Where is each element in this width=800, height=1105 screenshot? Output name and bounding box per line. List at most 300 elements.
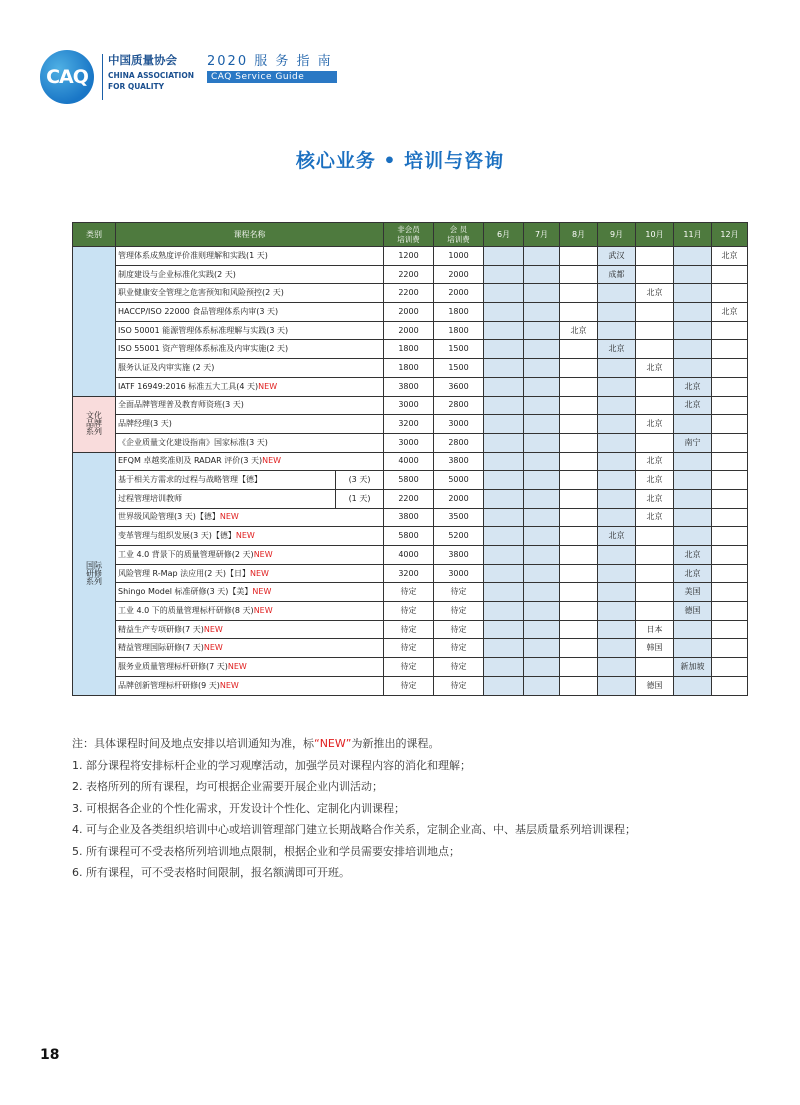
category-label: 研修 (86, 568, 102, 578)
course-name: 世界级风险管理(3 天)【德】 (118, 512, 220, 522)
month-location (560, 247, 598, 266)
month-location (524, 564, 560, 583)
month-location (484, 471, 524, 490)
org-name-en-line1: CHINA ASSOCIATION (108, 71, 194, 80)
member-fee: 待定 (434, 602, 484, 621)
header-month: 6月 (484, 223, 524, 247)
nonmember-fee: 3000 (384, 433, 434, 452)
table-row (73, 433, 748, 452)
month-location (560, 303, 598, 322)
course-name-cell (116, 247, 384, 266)
month-location (598, 489, 636, 508)
month-location (560, 676, 598, 695)
table-row (73, 471, 748, 490)
course-name: 服务业质量管理标杆研修(7 天) (118, 661, 228, 671)
table-row (73, 452, 748, 471)
course-name: 职业健康安全管理之危害预知和风险预控(2 天) (118, 288, 284, 298)
month-location (560, 433, 598, 452)
month-location (712, 321, 748, 340)
month-location (636, 433, 674, 452)
member-fee: 1800 (434, 321, 484, 340)
month-location (484, 303, 524, 322)
month-location (636, 303, 674, 322)
month-location (598, 620, 636, 639)
table-row (73, 359, 748, 378)
note-item: 4. 可与企业及各类组织培训中心或培训管理部门建立长期战略合作关系，定制企业高、中、基层质量系列培训课程； (72, 823, 636, 836)
month-location: 北京 (636, 284, 674, 303)
month-location (674, 415, 712, 434)
month-location (598, 396, 636, 415)
note-item: 5. 所有课程可不受表格所列培训地点限制，根据企业和学员需要安排培训地点； (72, 844, 460, 858)
month-location (712, 546, 748, 565)
note-item: 1. 部分课程将安排标杆企业的学习观摩活动，加强学员对课程内容的消化和理解； (72, 758, 471, 772)
nonmember-fee: 3200 (384, 415, 434, 434)
new-badge: NEW (203, 643, 223, 653)
month-location: 韩国 (636, 639, 674, 658)
month-location (524, 508, 560, 527)
category-label: 国际 (86, 560, 102, 570)
nonmember-fee: 待定 (384, 639, 434, 658)
new-badge: NEW (219, 680, 239, 690)
month-location: 德国 (636, 676, 674, 695)
month-location (712, 658, 748, 677)
member-fee: 2000 (434, 284, 484, 303)
category-cell-culture (73, 396, 116, 452)
table-row (73, 265, 748, 284)
nonmember-fee: 3800 (384, 377, 434, 396)
nonmember-fee: 3800 (384, 508, 434, 527)
table-row (73, 321, 748, 340)
member-fee: 3600 (434, 377, 484, 396)
month-location (598, 433, 636, 452)
nonmember-fee: 2200 (384, 265, 434, 284)
month-location (524, 546, 560, 565)
month-location (484, 359, 524, 378)
course-name: ISO 50001 能源管理体系标准理解与实践(3 天) (118, 325, 289, 335)
table-row (73, 527, 748, 546)
month-location (484, 583, 524, 602)
month-location: 北京 (712, 247, 748, 266)
month-location (598, 452, 636, 471)
course-name-cell (116, 284, 384, 303)
nonmember-fee: 3000 (384, 396, 434, 415)
header-nonmember-fee: 非会员 培训费 (384, 223, 434, 247)
month-location (524, 639, 560, 658)
course-name-cell (116, 583, 384, 602)
month-location (636, 527, 674, 546)
month-location (524, 583, 560, 602)
note-item: 6. 所有课程，可不受表格时间限制，报名额满即可开班。 (72, 866, 350, 879)
month-location (598, 639, 636, 658)
month-location: 北京 (674, 546, 712, 565)
month-location: 北京 (636, 359, 674, 378)
month-location: 北京 (712, 303, 748, 322)
table-row (73, 546, 748, 565)
header-month: 8月 (560, 223, 598, 247)
month-location (484, 247, 524, 266)
month-location: 南宁 (674, 433, 712, 452)
month-location: 北京 (636, 471, 674, 490)
month-location (712, 284, 748, 303)
month-location (636, 321, 674, 340)
course-name-cell (116, 303, 384, 322)
month-location (598, 359, 636, 378)
month-location (598, 546, 636, 565)
course-name-cell (116, 658, 384, 677)
month-location (674, 489, 712, 508)
month-location (524, 284, 560, 303)
course-name: 精益生产专项研修(7 天) (118, 624, 204, 634)
month-location: 北京 (598, 340, 636, 359)
month-location: 北京 (636, 489, 674, 508)
month-location: 武汉 (598, 247, 636, 266)
month-location (674, 284, 712, 303)
new-label: “NEW” (314, 737, 352, 750)
month-location (524, 415, 560, 434)
month-location (524, 471, 560, 490)
month-location (484, 321, 524, 340)
course-name-cell (116, 639, 384, 658)
table-row (73, 676, 748, 695)
course-name-cell (116, 546, 384, 565)
month-location (712, 564, 748, 583)
month-location (712, 471, 748, 490)
month-location (560, 415, 598, 434)
service-guide-title (207, 50, 337, 83)
header-category: 类别 (73, 223, 116, 247)
member-fee: 3000 (434, 564, 484, 583)
month-location (598, 284, 636, 303)
month-location (712, 452, 748, 471)
month-location (712, 340, 748, 359)
header-member-fee: 会 员 培训费 (434, 223, 484, 247)
course-name: 工业 4.0 背景下的质量管理研修(2 天) (118, 549, 254, 559)
course-name: 风险管理 R-Map 法应用(2 天)【日】 (118, 568, 250, 578)
month-location (712, 396, 748, 415)
course-name: 工业 4.0 下的质量管理标杆研修(8 天) (118, 605, 254, 615)
month-location (636, 377, 674, 396)
course-name-cell (116, 602, 384, 621)
month-location (524, 265, 560, 284)
member-fee: 1800 (434, 303, 484, 322)
month-location (524, 452, 560, 471)
guide-title: 2020 服 务 指 南 (207, 54, 333, 69)
month-location (712, 620, 748, 639)
table-row (73, 583, 748, 602)
month-location (636, 602, 674, 621)
table-row (73, 602, 748, 621)
new-badge: NEW (235, 531, 255, 541)
course-name: 制度建设与企业标准化实践(2 天) (118, 269, 236, 279)
month-location (674, 359, 712, 378)
member-fee: 5000 (434, 471, 484, 490)
member-fee: 3000 (434, 415, 484, 434)
course-duration: (3 天) (336, 471, 384, 490)
course-name: 全面品牌管理普及教育师资班(3 天) (118, 400, 244, 410)
nonmember-fee: 待定 (384, 602, 434, 621)
header-month: 9月 (598, 223, 636, 247)
header-month: 7月 (524, 223, 560, 247)
category-label: 系列 (86, 427, 102, 437)
note-item: 2. 表格所列的所有课程，均可根据企业需要开展企业内训活动； (72, 780, 383, 793)
month-location (560, 452, 598, 471)
course-name: 管理体系成熟度评价准则理解和实践(1 天) (118, 250, 268, 260)
month-location (484, 620, 524, 639)
header-month: 12月 (712, 223, 748, 247)
course-name: 《企业质量文化建设指南》国家标准(3 天) (118, 437, 268, 447)
course-name-cell (116, 396, 384, 415)
category-label: 系列 (86, 576, 102, 586)
month-location (560, 658, 598, 677)
course-name-cell (116, 265, 384, 284)
month-location (484, 639, 524, 658)
member-fee: 3800 (434, 546, 484, 565)
month-location (524, 433, 560, 452)
month-location (524, 658, 560, 677)
nonmember-fee: 2000 (384, 321, 434, 340)
month-location (598, 583, 636, 602)
month-location (674, 265, 712, 284)
month-location (712, 377, 748, 396)
month-location: 北京 (636, 508, 674, 527)
month-location (560, 489, 598, 508)
table-row (73, 340, 748, 359)
course-name: 过程管理培训教师 (118, 493, 182, 503)
nonmember-fee: 2200 (384, 284, 434, 303)
month-location (674, 639, 712, 658)
month-location (598, 676, 636, 695)
month-location: 北京 (636, 452, 674, 471)
month-location (524, 602, 560, 621)
month-location (712, 433, 748, 452)
month-location (712, 602, 748, 621)
table-row (73, 377, 748, 396)
new-badge: NEW (219, 512, 239, 522)
month-location (560, 377, 598, 396)
table-row (73, 396, 748, 415)
month-location (484, 676, 524, 695)
new-badge: NEW (203, 624, 223, 634)
org-name-cn: 中国质量协会 (108, 53, 177, 67)
month-location (636, 583, 674, 602)
member-fee: 待定 (434, 676, 484, 695)
course-duration: (1 天) (336, 489, 384, 508)
month-location (674, 471, 712, 490)
month-location (560, 265, 598, 284)
month-location (484, 508, 524, 527)
month-location (484, 489, 524, 508)
month-location: 北京 (636, 415, 674, 434)
category-label: 文化 (86, 411, 102, 421)
month-location (484, 377, 524, 396)
month-location (560, 620, 598, 639)
caq-logo (40, 50, 194, 106)
course-name-cell (116, 415, 384, 434)
notes-section (72, 733, 772, 884)
month-location: 日本 (636, 620, 674, 639)
month-location (524, 359, 560, 378)
month-location (560, 546, 598, 565)
month-location (560, 284, 598, 303)
member-fee: 1500 (434, 340, 484, 359)
table-row (73, 639, 748, 658)
month-location (712, 359, 748, 378)
month-location (712, 583, 748, 602)
new-badge: NEW (258, 381, 278, 391)
course-name-cell (116, 359, 384, 378)
course-name-cell (116, 489, 336, 508)
nonmember-fee: 4000 (384, 546, 434, 565)
notes-intro: 注：具体课程时间及地点安排以培训通知为准，标“NEW”为新推出的课程。 (72, 737, 440, 750)
month-location (560, 583, 598, 602)
table-row (73, 658, 748, 677)
nonmember-fee: 1800 (384, 340, 434, 359)
month-location (524, 676, 560, 695)
member-fee: 2000 (434, 265, 484, 284)
month-location (524, 489, 560, 508)
member-fee: 待定 (434, 639, 484, 658)
month-location (484, 396, 524, 415)
month-location (636, 546, 674, 565)
month-location: 成都 (598, 265, 636, 284)
month-location (598, 415, 636, 434)
nonmember-fee: 5800 (384, 471, 434, 490)
month-location (484, 415, 524, 434)
nonmember-fee: 待定 (384, 583, 434, 602)
member-fee: 待定 (434, 620, 484, 639)
month-location (484, 564, 524, 583)
month-location (598, 564, 636, 583)
month-location (636, 340, 674, 359)
table-header-row (73, 223, 748, 247)
month-location (484, 602, 524, 621)
month-location (674, 620, 712, 639)
new-badge: NEW (253, 549, 273, 559)
new-badge: NEW (252, 587, 272, 597)
month-location (484, 658, 524, 677)
month-location (636, 658, 674, 677)
course-name-cell (116, 321, 384, 340)
course-name: 品牌经理(3 天) (118, 419, 172, 429)
month-location (598, 303, 636, 322)
table-row (73, 489, 748, 508)
nonmember-fee: 5800 (384, 527, 434, 546)
month-location (674, 247, 712, 266)
course-name-cell (116, 527, 384, 546)
month-location (674, 527, 712, 546)
course-name: IATF 16949:2016 标准五大工具(4 天) (118, 381, 259, 391)
caq-logo-icon: CAQ (40, 50, 94, 104)
course-name: 基于相关方需求的过程与战略管理【德】 (118, 475, 262, 485)
org-name-en-line2: FOR QUALITY (108, 82, 165, 91)
month-location (524, 340, 560, 359)
nonmember-fee: 待定 (384, 676, 434, 695)
month-location (524, 247, 560, 266)
course-name: 变革管理与组织发展(3 天)【德】 (118, 531, 236, 541)
header-month: 10月 (636, 223, 674, 247)
month-location (484, 340, 524, 359)
course-name-cell (116, 676, 384, 695)
month-location (524, 321, 560, 340)
month-location (484, 452, 524, 471)
course-name: 品牌创新管理标杆研修(9 天) (118, 680, 220, 690)
month-location (674, 303, 712, 322)
month-location (712, 639, 748, 658)
guide-subtitle: CAQ Service Guide (207, 71, 337, 83)
month-location (712, 527, 748, 546)
new-badge: NEW (249, 568, 269, 578)
month-location: 北京 (560, 321, 598, 340)
month-location (524, 303, 560, 322)
table-row (73, 247, 748, 266)
course-name: EFQM 卓越奖准则及 RADAR 评价(3 天) (118, 456, 263, 466)
month-location (598, 658, 636, 677)
member-fee: 3800 (434, 452, 484, 471)
header-course-name: 课程名称 (116, 223, 384, 247)
month-location (560, 340, 598, 359)
nonmember-fee: 4000 (384, 452, 434, 471)
member-fee: 1500 (434, 359, 484, 378)
month-location (560, 639, 598, 658)
month-location (598, 321, 636, 340)
member-fee: 3500 (434, 508, 484, 527)
month-location (598, 508, 636, 527)
month-location: 新加坡 (674, 658, 712, 677)
nonmember-fee: 3200 (384, 564, 434, 583)
table-row (73, 415, 748, 434)
category-cell-intl (73, 452, 116, 695)
nonmember-fee: 2200 (384, 489, 434, 508)
month-location (674, 452, 712, 471)
table-body (73, 247, 748, 696)
month-location (524, 620, 560, 639)
month-location (484, 546, 524, 565)
month-location (636, 396, 674, 415)
table-row (73, 564, 748, 583)
month-location (484, 527, 524, 546)
member-fee: 2800 (434, 433, 484, 452)
month-location (712, 489, 748, 508)
page-number: 18 (40, 1047, 60, 1063)
month-location (560, 564, 598, 583)
month-location (560, 471, 598, 490)
month-location (524, 377, 560, 396)
month-location: 德国 (674, 602, 712, 621)
month-location (560, 396, 598, 415)
member-fee: 2800 (434, 396, 484, 415)
month-location (636, 265, 674, 284)
month-location (484, 433, 524, 452)
course-name: 精益管理国际研修(7 天) (118, 643, 204, 653)
month-location (560, 602, 598, 621)
table-row (73, 508, 748, 527)
category-label: 品牌 (86, 419, 102, 429)
course-name-cell (116, 620, 384, 639)
member-fee: 待定 (434, 658, 484, 677)
month-location: 北京 (674, 564, 712, 583)
new-badge: NEW (253, 605, 273, 615)
month-location (524, 527, 560, 546)
month-location (524, 396, 560, 415)
member-fee: 2000 (434, 489, 484, 508)
month-location: 北京 (598, 527, 636, 546)
month-location (674, 508, 712, 527)
nonmember-fee: 待定 (384, 658, 434, 677)
new-badge: NEW (262, 456, 282, 466)
month-location (484, 265, 524, 284)
month-location (674, 676, 712, 695)
course-name-cell (116, 377, 384, 396)
